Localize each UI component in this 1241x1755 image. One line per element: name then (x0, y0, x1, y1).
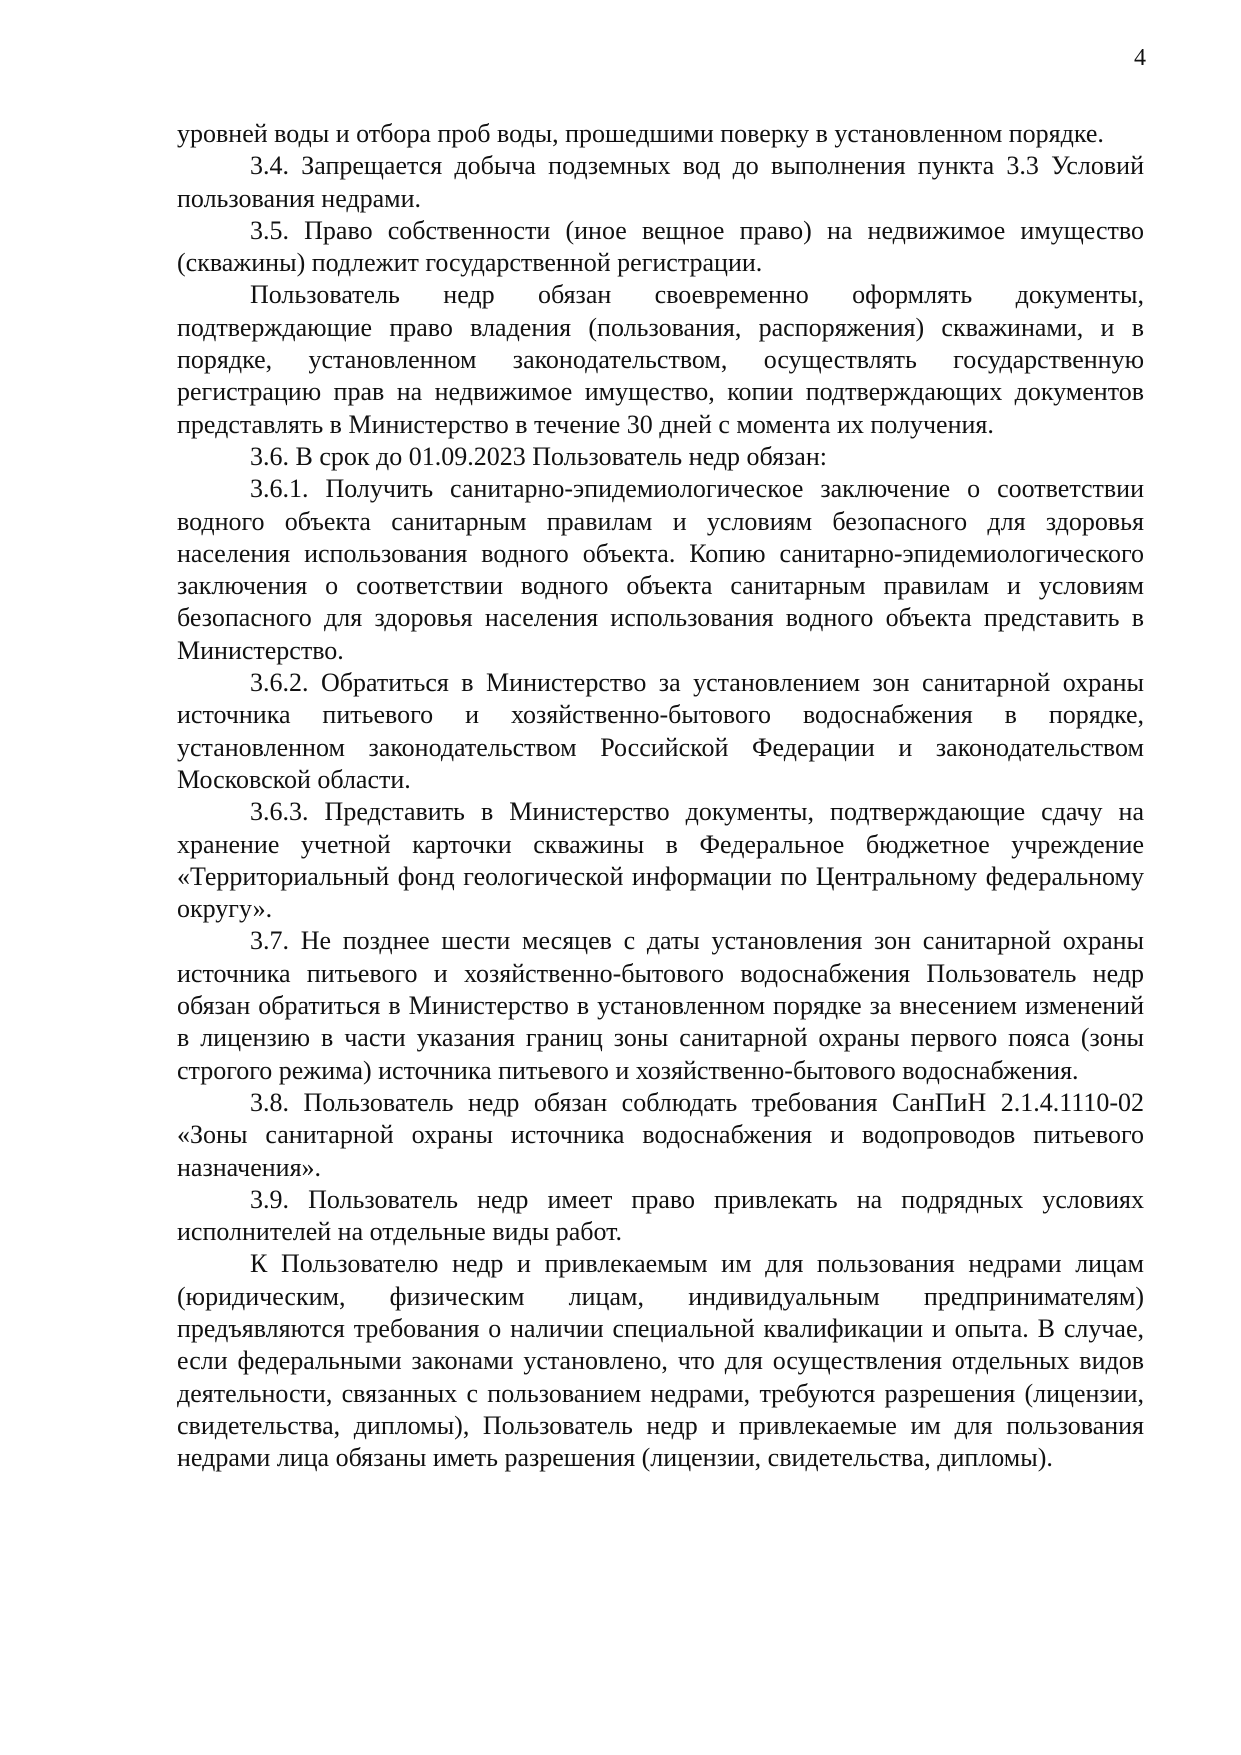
paragraph-continuation: уровней воды и отбора проб воды, прошедшими поверку в установленном порядке. (177, 119, 1104, 148)
page-number: 4 (1134, 45, 1146, 71)
paragraph-3-6-1: 3.6.1. Получить санитарно-эпидемиологическое заключение о соответствии водного объекта санитарным правилам и условиям безопасного для здоровья населения использования водного объекта. Копию санитарно-эпидемиологического заключения о соответствии водного объекта санитарным правилам и условиям безопасного для здоровья населения использования водного объекта представить в Министерство. (177, 474, 1144, 665)
paragraph-3-8: 3.8. Пользователь недр обязан соблюдать требования СанПиН 2.1.4.1110-02 «Зоны санитарной охраны источника водоснабжения и водопроводов питьевого назначения». (177, 1087, 1144, 1182)
document-body (177, 118, 1144, 1474)
paragraph-3-6: 3.6. В срок до 01.09.2023 Пользователь недр обязан: (250, 441, 827, 471)
paragraph-qualification-requirements: К Пользователю недр и привлекаемым им для пользования недрами лицам (юридическим, физическим лицам, индивидуальным предпринимателям) предъявляются требования о наличии специальной квалификации и опыта. В случае, если федеральными законами установлено, что для осуществления отдельных видов деятельности, связанных с пользованием недрами, требуются разрешения (лицензии, свидетельства, дипломы), Пользователь недр и привлекаемые им для пользования недрами лица обязаны иметь разрешения (лицензии, свидетельства, дипломы). (177, 1249, 1144, 1473)
paragraph-3-5: 3.5. Право собственности (иное вещное право) на недвижимое имущество (скважины) подлежит государственной регистрации. (177, 215, 1144, 278)
paragraph-3-6-3: 3.6.3. Представить в Министерство документы, подтверждающие сдачу на хранение учетной карточки скважины в Федеральное бюджетное учреждение «Территориальный фонд геологической информации по Центральному федеральному округу». (177, 797, 1144, 924)
paragraph-ownership-registration: Пользователь недр обязан своевременно оформлять документы, подтверждающие право владения (пользования, распоряжения) скважинами, и в порядке, установленном законодательством, осуществлять государственную регистрацию прав на недвижимое имущество, копии подтверждающих документов представлять в Министерство в течение 30 дней с момента их получения. (177, 280, 1144, 439)
paragraph-3-6-2: 3.6.2. Обратиться в Министерство за установлением зон санитарной охраны источника питьевого и хозяйственно-бытового водоснабжения в порядке, установленном законодательством Российской Федерации и законодательством Московской области. (177, 668, 1144, 794)
paragraph-3-4: 3.4. Запрещается добыча подземных вод до выполнения пункта 3.3 Условий пользования недрами. (177, 151, 1144, 213)
paragraph-3-9: 3.9. Пользователь недр имеет право привлекать на подрядных условиях исполнителей на отдельные виды работ. (177, 1184, 1144, 1247)
paragraph-3-7: 3.7. Не позднее шести месяцев с даты установления зон санитарной охраны источника питьевого и хозяйственно-бытового водоснабжения Пользователь недр обязан обратиться в Министерство в установленном порядке за внесением изменений в лицензию в части указания границ зоны санитарной охраны первого пояса (зоны строгого режима) источника питьевого и хозяйственно-бытового водоснабжения. (177, 926, 1144, 1085)
